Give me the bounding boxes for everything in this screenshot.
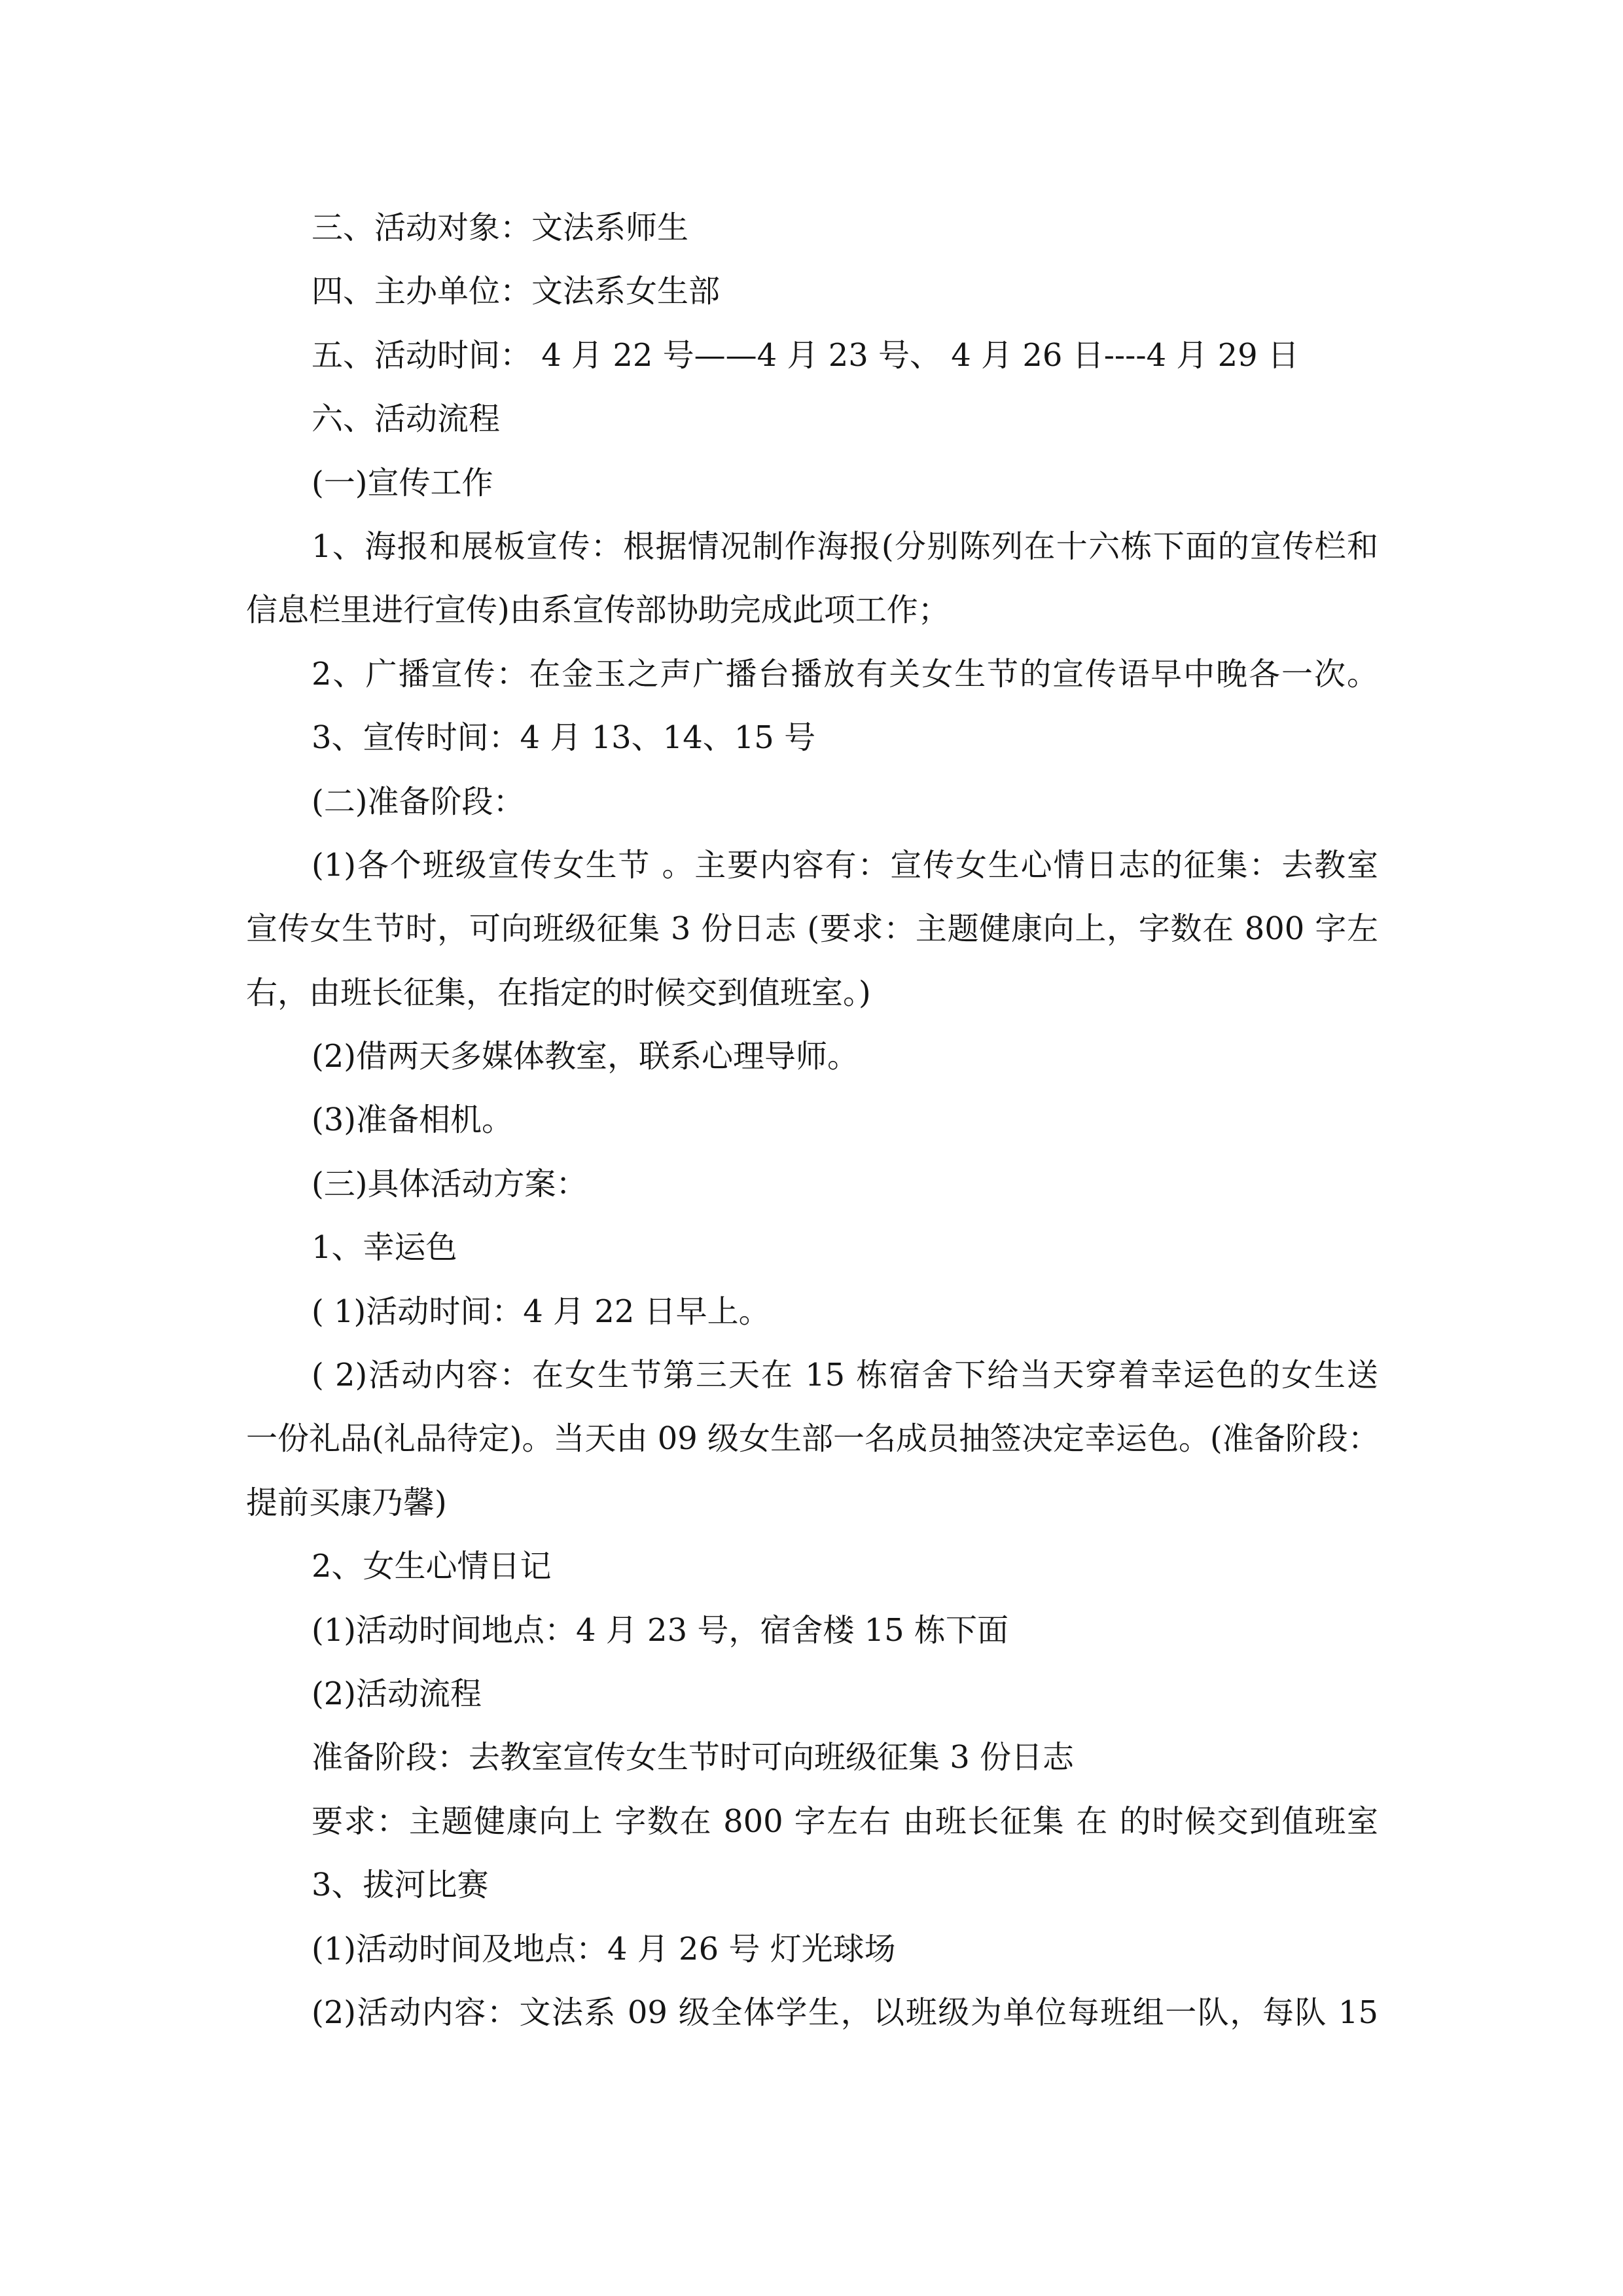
text-line: (1)活动时间及地点：4 月 26 号 灯光球场 [312, 1930, 896, 1967]
text-line: (2)借两天多媒体教室，联系心理导师。 [312, 1038, 859, 1075]
text-line: 信息栏里进行宣传)由系宣传部协助完成此项工作； [246, 592, 950, 629]
text-line: (一)宣传工作 [312, 464, 493, 501]
text-line: 提前买康乃馨) [246, 1484, 447, 1521]
text-line: 3、拔河比赛 [312, 1867, 489, 1904]
document-body [246, 196, 1378, 2045]
text-line: 1、海报和展板宣传：根据情况制作海报(分别陈列在十六栋下面的宣传栏和 [312, 528, 1378, 565]
text-line: 三、活动对象：文法系师生 [312, 209, 689, 246]
text-line: 准备阶段：去教室宣传女生节时可向班级征集 3 份日志 [312, 1739, 1075, 1776]
text-line: (二)准备阶段： [312, 783, 525, 820]
text-line: ( 1)活动时间：4 月 22 日早上。 [312, 1293, 770, 1330]
text-line: (1)活动时间地点：4 月 23 号，宿舍楼 15 栋下面 [312, 1611, 1008, 1649]
text-line: 六、活动流程 [312, 401, 501, 438]
text-line: (3)准备相机。 [312, 1102, 513, 1139]
text-line: 右，由班长征集，在指定的时候交到值班室。) [246, 974, 871, 1011]
text-line: 四、主办单位：文法系女生部 [312, 273, 721, 310]
text-line: ( 2)活动内容：在女生节第三天在 15 栋宿舍下给当天穿着幸运色的女生送 [312, 1357, 1378, 1394]
text-line: 五、活动时间： 4 月 22 号——4 月 23 号、 4 月 26 日----4 月 29 日 [312, 336, 1299, 374]
text-line: (三)具体活动方案： [312, 1165, 588, 1202]
text-line: 要求：主题健康向上 字数在 800 字左右 由班长征集 在 的时候交到值班室 [312, 1803, 1378, 1840]
text-line: (1)各个班级宣传女生节 。主要内容有：宣传女生心情日志的征集：去教室 [312, 846, 1378, 884]
text-line: 3、宣传时间：4 月 13、14、15 号 [312, 719, 816, 757]
text-line: 宣传女生节时，可向班级征集 3 份日志 (要求：主题健康向上，字数在 800 字左 [246, 910, 1378, 948]
text-line: 2、广播宣传：在金玉之声广播台播放有关女生节的宣传语早中晚各一次。 [312, 655, 1378, 692]
text-line: 一份礼品(礼品待定)。当天由 09 级女生部一名成员抽签决定幸运色。(准备阶段： [246, 1420, 1380, 1458]
text-line: 2、女生心情日记 [312, 1548, 552, 1585]
text-line: 1、幸运色 [312, 1229, 457, 1266]
text-line: (2)活动内容：文法系 09 级全体学生，以班级为单位每班组一队，每队 15 [312, 1994, 1378, 2031]
text-line: (2)活动流程 [312, 1675, 482, 1712]
